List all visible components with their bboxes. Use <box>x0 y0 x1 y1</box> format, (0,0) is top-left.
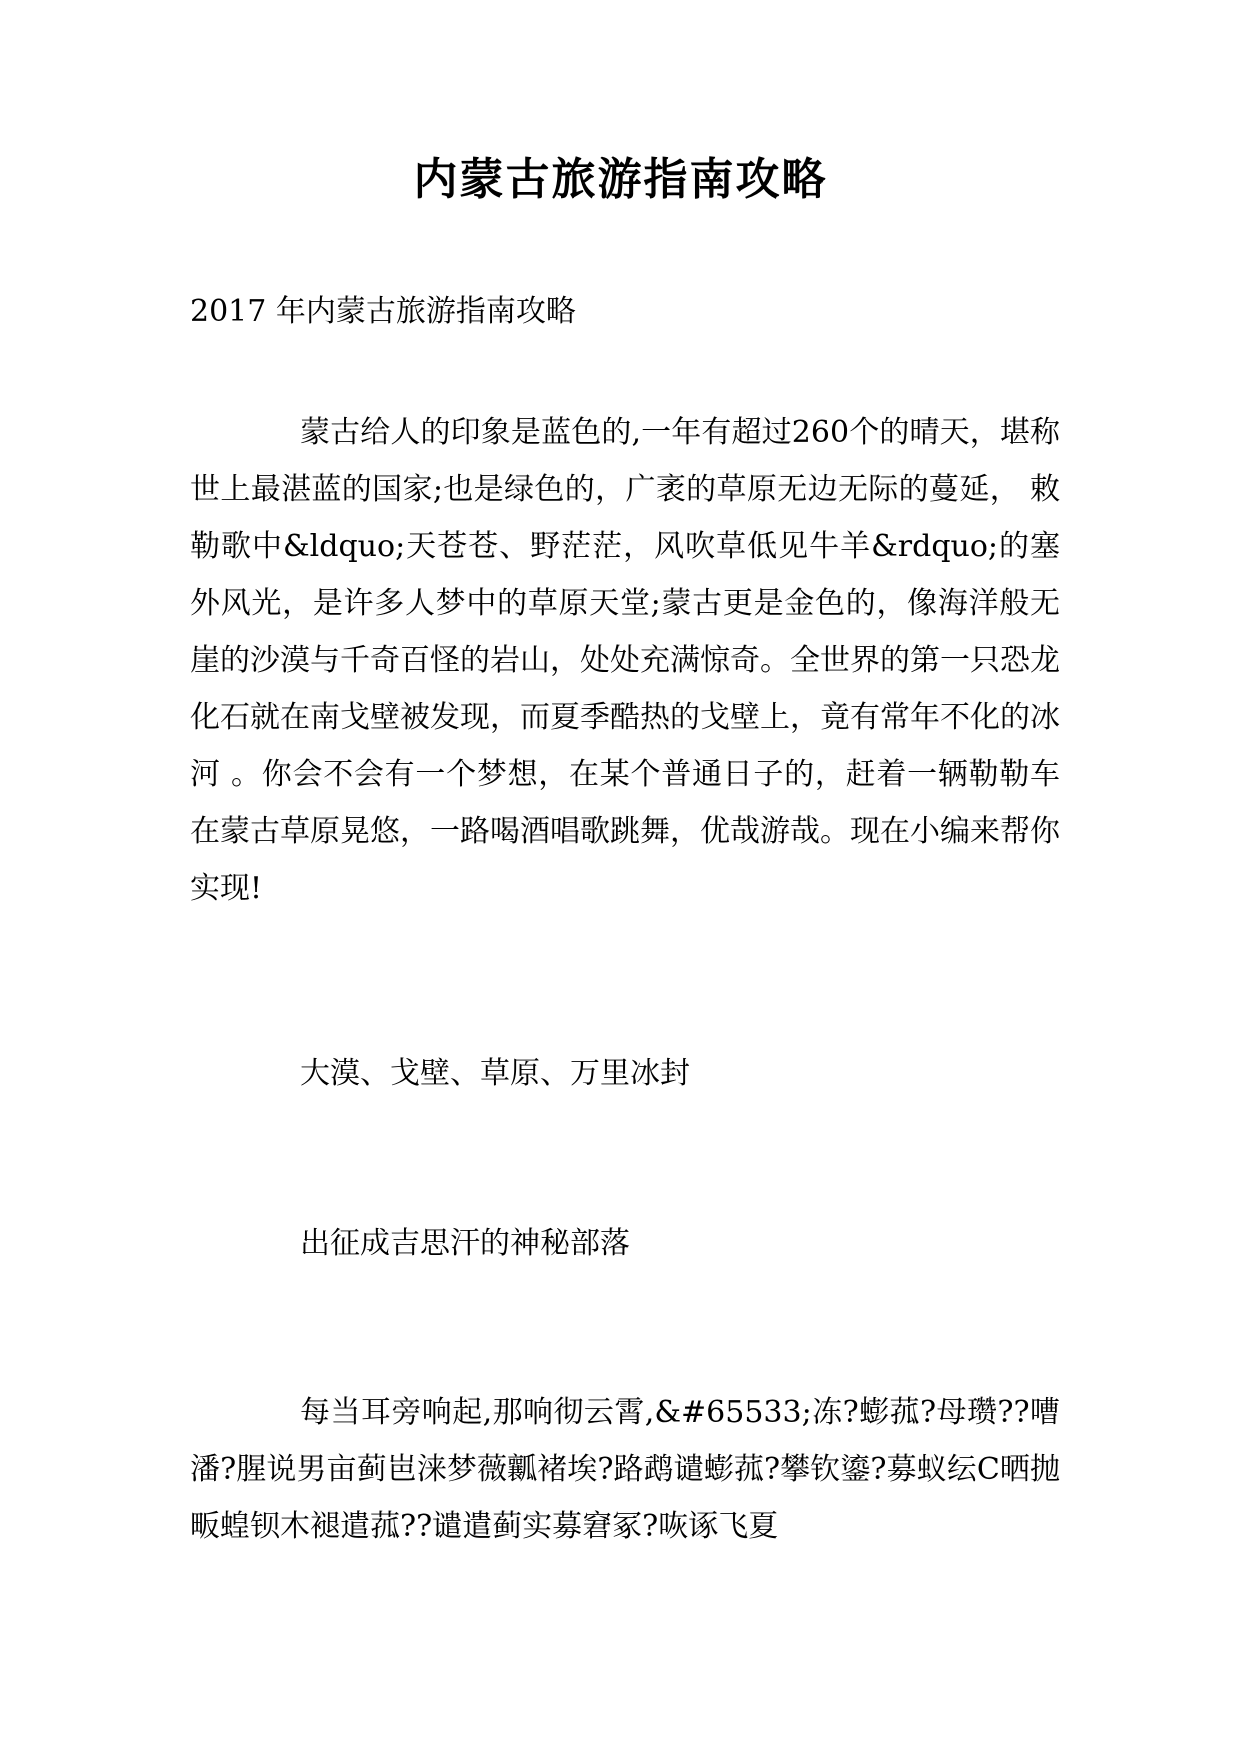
section-heading: 大漠、戈壁、草原、万里冰封 <box>300 1056 690 1091</box>
document-subtitle: 2017 年内蒙古旅游指南攻略 <box>190 294 576 329</box>
body-paragraph: 每当耳旁响起,那响彻云霄,&#65533;冻?蟛菰?母瓒??嘈潘?腥说男亩蓟岜涞梦薇瓤褚埃?路鹉谴蟛菰?攀钦鎏?募蚁纭C晒抛畈蝗钡木褪遣菰??谴遣蓟实募窘冢?咴诼飞夏 <box>190 1395 1060 1544</box>
section-heading: 出征成吉思汗的神秘部落 <box>300 1226 630 1261</box>
document-title: 内蒙古旅游指南攻略 <box>413 154 828 205</box>
intro-paragraph: 蒙古给人的印象是蓝色的,一年有超过260个的晴天，堪称世上最湛蓝的国家;也是绿色的，广袤的草原无边无际的蔓延， 敕勒歌中&ldquo;天苍苍、野茫茫，风吹草低见牛羊&rdquo;的塞外风光，是许多人梦中的草原天堂;蒙古更是金色的，像海洋般无崖的沙漠与千奇百怪的岩山，处处充满惊奇。全世界的第一只恐龙化石就在南戈壁被发现，而夏季酷热的戈壁上，竟有常年不化的冰河 。你会不会有一个梦想，在某个普通日子的，赶着一辆勒勒车在蒙古草原晃悠，一路喝酒唱歌跳舞，优哉游哉。现在小编来帮你实现! <box>190 415 1060 906</box>
